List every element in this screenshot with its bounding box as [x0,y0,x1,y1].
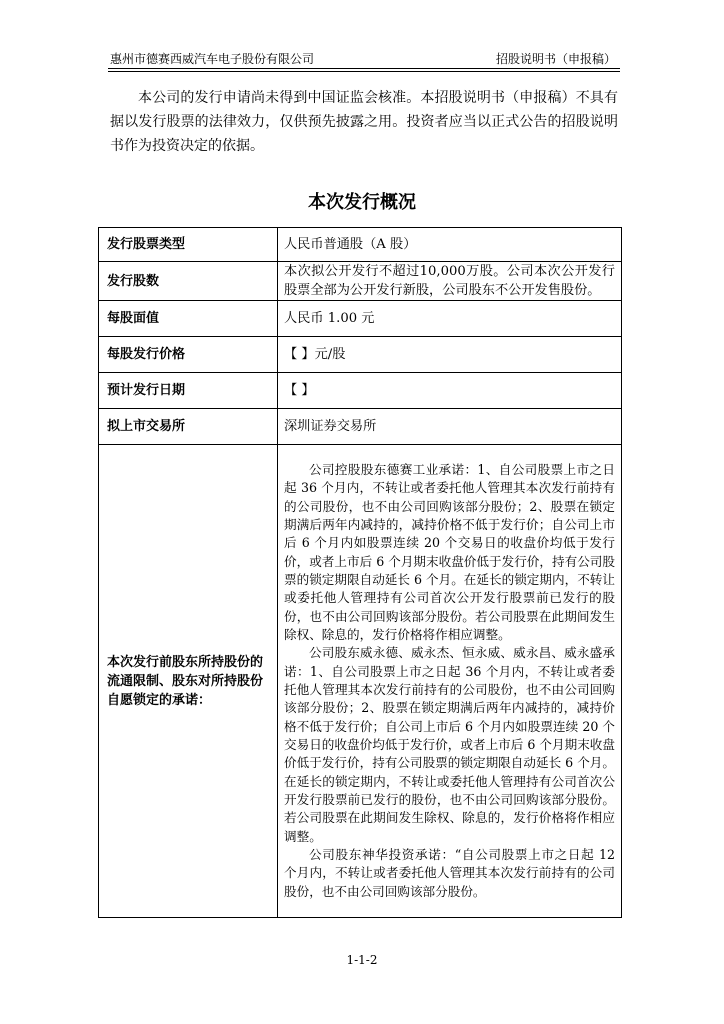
row-value: 人民币普通股（A 股） [278,228,622,262]
table-row [99,409,622,445]
row-label: 每股发行价格 [99,337,278,373]
row-label: 预计发行日期 [99,373,278,409]
row-label: 发行股票类型 [99,228,278,262]
page-number: 1-1-2 [346,953,378,967]
row-label: 本次发行前股东所持股份的流通限制、股东对所持股份自愿锁定的承诺： [99,445,278,918]
table-row [99,337,622,373]
row-value: 【 】元/股 [278,337,622,373]
header-company-name: 惠州市德赛西威汽车电子股份有限公司 [110,52,315,66]
row-value: 本次拟公开发行不超过10,000万股。公司本次公开发行股票全部为公开发行新股，公司股东不公开发售股份。 [278,262,622,301]
section-title: 本次发行概况 [308,192,416,213]
header-rule-thin [108,71,620,72]
table-row [99,262,622,301]
table-row [99,373,622,409]
table-row [99,445,622,918]
row-label: 拟上市交易所 [99,409,278,445]
header-doc-title: 招股说明书（申报稿） [495,52,616,66]
table-row [99,301,622,337]
commitment-paragraph: 公司控股股东德赛工业承诺：1、自公司股票上市之日起 36 个月内，不转让或者委托他人管理其本次发行前持有的公司股份，也不由公司回购该部分股份；2、股票在锁定期满后两年内减持的，减持价格不低于发行价；自公司上市后 6 个月内如股票连续 20 个交易日的收盘价均低于发行价，或者上市后 6 个月期末收盘价低于发行价，持有公司股票的锁定期限自动延长 6 个月。在延长的锁定期内，不转让或委托他人管理持有公司首次公开发行股票前已发行的股份，也不由公司回购该部分股份。若公司股票在此期间发生除权、除息的，发行价格将作相应调整。 [284,461,615,642]
row-value: 深圳证券交易所 [278,409,622,445]
row-value: 人民币 1.00 元 [278,301,622,337]
row-label: 每股面值 [99,301,278,337]
table-row [99,228,622,262]
offering-summary-table [98,227,622,918]
row-value: 【 】 [278,373,622,409]
commitment-paragraph: 公司股东威永德、威永杰、恒永威、威永昌、威永盛承诺：1、自公司股票上市之日起 36 个月内，不转让或者委托他人管理其本次发行前持有的公司股份，也不由公司回购该部分股份；2、股票在锁定期满后两年内减持的，减持价格不低于发行价；自公司上市后 6 个月内如股票连续 20 个交易日的收盘价均低于发行价，或者上市后 6 个月期末收盘价低于发行价，持有公司股票的锁定期限自动延长 6 个月。在延长的锁定期内，不转让或委托他人管理持有公司首次公开发行股票前已发行的股份，也不由公司回购该部分股份。若公司股票在此期间发生除权、除息的，发行价格将作相应调整。 [284,645,615,844]
lockup-commitments [278,445,622,918]
row-label: 发行股数 [99,262,278,301]
prospectus-notice: 本公司的发行申请尚未得到中国证监会核准。本招股说明书（申报稿）不具有据以发行股票的法律效力，仅供预先披露之用。投资者应当以正式公告的招股说明书作为投资决定的依据。 [110,90,618,154]
header-rule-thick [108,68,620,69]
page-header [108,50,620,72]
commitment-paragraph: 公司股东神华投资承诺：“自公司股票上市之日起 12 个月内，不转让或者委托他人管理其本次发行前持有的公司股份，也不由公司回购该部分股份。 [284,847,615,899]
